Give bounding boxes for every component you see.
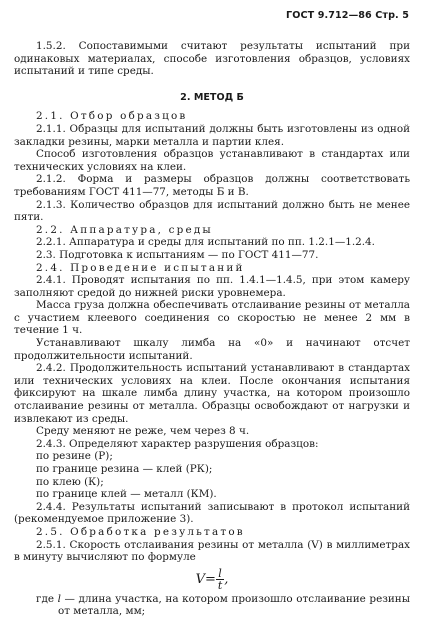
paragraph-2-4-3: 2.4.3. Определяют характер разрушения образцов: (36, 437, 319, 450)
formula-lhs: V= (195, 571, 216, 587)
paragraph-2-4-4: 2.4.4. Результаты испытаний записывают в протокол испытаний (рекомендуемое приложение 3). (14, 500, 410, 526)
formula-tail: , (224, 571, 229, 587)
paragraph-2-1-1: 2.1.1. Образцы для испытаний должны быть изготовлены из одной закладки резины, марки металла и партии клея. (14, 122, 410, 148)
paragraph-2-4-1-b: Масса груза должна обеспечивать отслаивание резины от металла с участием клеевого соединения со скоростью не менее 2 мм в течение 1 ч. (14, 299, 410, 337)
document-body (14, 40, 410, 618)
definition-term: l (57, 592, 61, 605)
velocity-formula (14, 568, 410, 591)
paragraph-2-1-2: 2.1.2. Форма и размеры образцов должны соответствовать требованиям ГОСТ 411—77, методы Б и В. (14, 173, 410, 198)
paragraph-2-3: 2.3. Подготовка к испытаниям — по ГОСТ 411—77. (36, 248, 319, 261)
formula-denominator: t (217, 578, 223, 592)
fracture-type-rubber-glue: по границе резина — клей (РК); (36, 463, 213, 475)
fracture-type-glue: по клею (К); (36, 475, 104, 488)
fracture-type-glue-metal: по границе клей — металл (КМ). (36, 488, 217, 501)
paragraph-2-1-1-b: Способ изготовления образцов устанавливают в стандартах или технических условиях на клеи. (14, 148, 410, 173)
subheading-2-2: 2.2. Аппаратура, среды (36, 223, 213, 236)
paragraph-2-2-1: 2.2.1. Аппаратура и среды для испытаний по пп. 1.2.1—1.2.4. (36, 236, 375, 249)
definition-lead: где (36, 592, 54, 605)
subheading-2-4: 2.4. Проведение испытаний (36, 261, 245, 274)
paragraph-1-5-2: 1.5.2. Сопоставимыми считают результаты испытаний при одинаковых материалах, способе изготовления образцов, условиях испытаний и типе среды. (14, 40, 410, 78)
definition-text: — длина участка, на котором произошло отслаивание резины от металла, мм; (58, 592, 411, 618)
formula-numerator: l (216, 568, 224, 580)
subheading-2-1: 2.1. Отбор образцов (36, 110, 188, 123)
subheading-2-5: 2.5. Обработка результатов (36, 525, 245, 538)
paragraph-2-1-3: 2.1.3. Количество образцов для испытаний должно быть не менее пяти. (14, 198, 410, 224)
variable-definition (14, 593, 410, 618)
paragraph-2-4-2: 2.4.2. Продолжительность испытаний устанавливают в стандартах или технических условиях на клеи. После окончания испытания фиксируют на шкале лимба длину участка, на котором произошло отслаивание резины от металла. Образцы освобождают от нагрузки и извлекают из среды. (14, 362, 410, 425)
paragraph-2-4-2-b: Среду меняют не реже, чем через 8 ч. (36, 425, 250, 438)
paragraph-2-5-1: 2.5.1. Скорость отслаивания резины от металла (V) в миллиметрах в минуту вычисляют по формуле (14, 538, 410, 564)
paragraph-2-4-1: 2.4.1. Проводят испытания по пп. 1.4.1—1.4.5, при этом камеру заполняют средой до нижней риски уровнемера. (14, 274, 410, 299)
page-header: ГОСТ 9.712—86 Стр. 5 (286, 10, 409, 21)
fracture-type-rubber: по резине (Р); (36, 450, 113, 463)
paragraph-2-4-1-c: Устанавливают шкалу лимба на «0» и начинают отсчет продолжительности испытаний. (14, 337, 410, 362)
section-title: 2. МЕТОД Б (180, 91, 244, 103)
